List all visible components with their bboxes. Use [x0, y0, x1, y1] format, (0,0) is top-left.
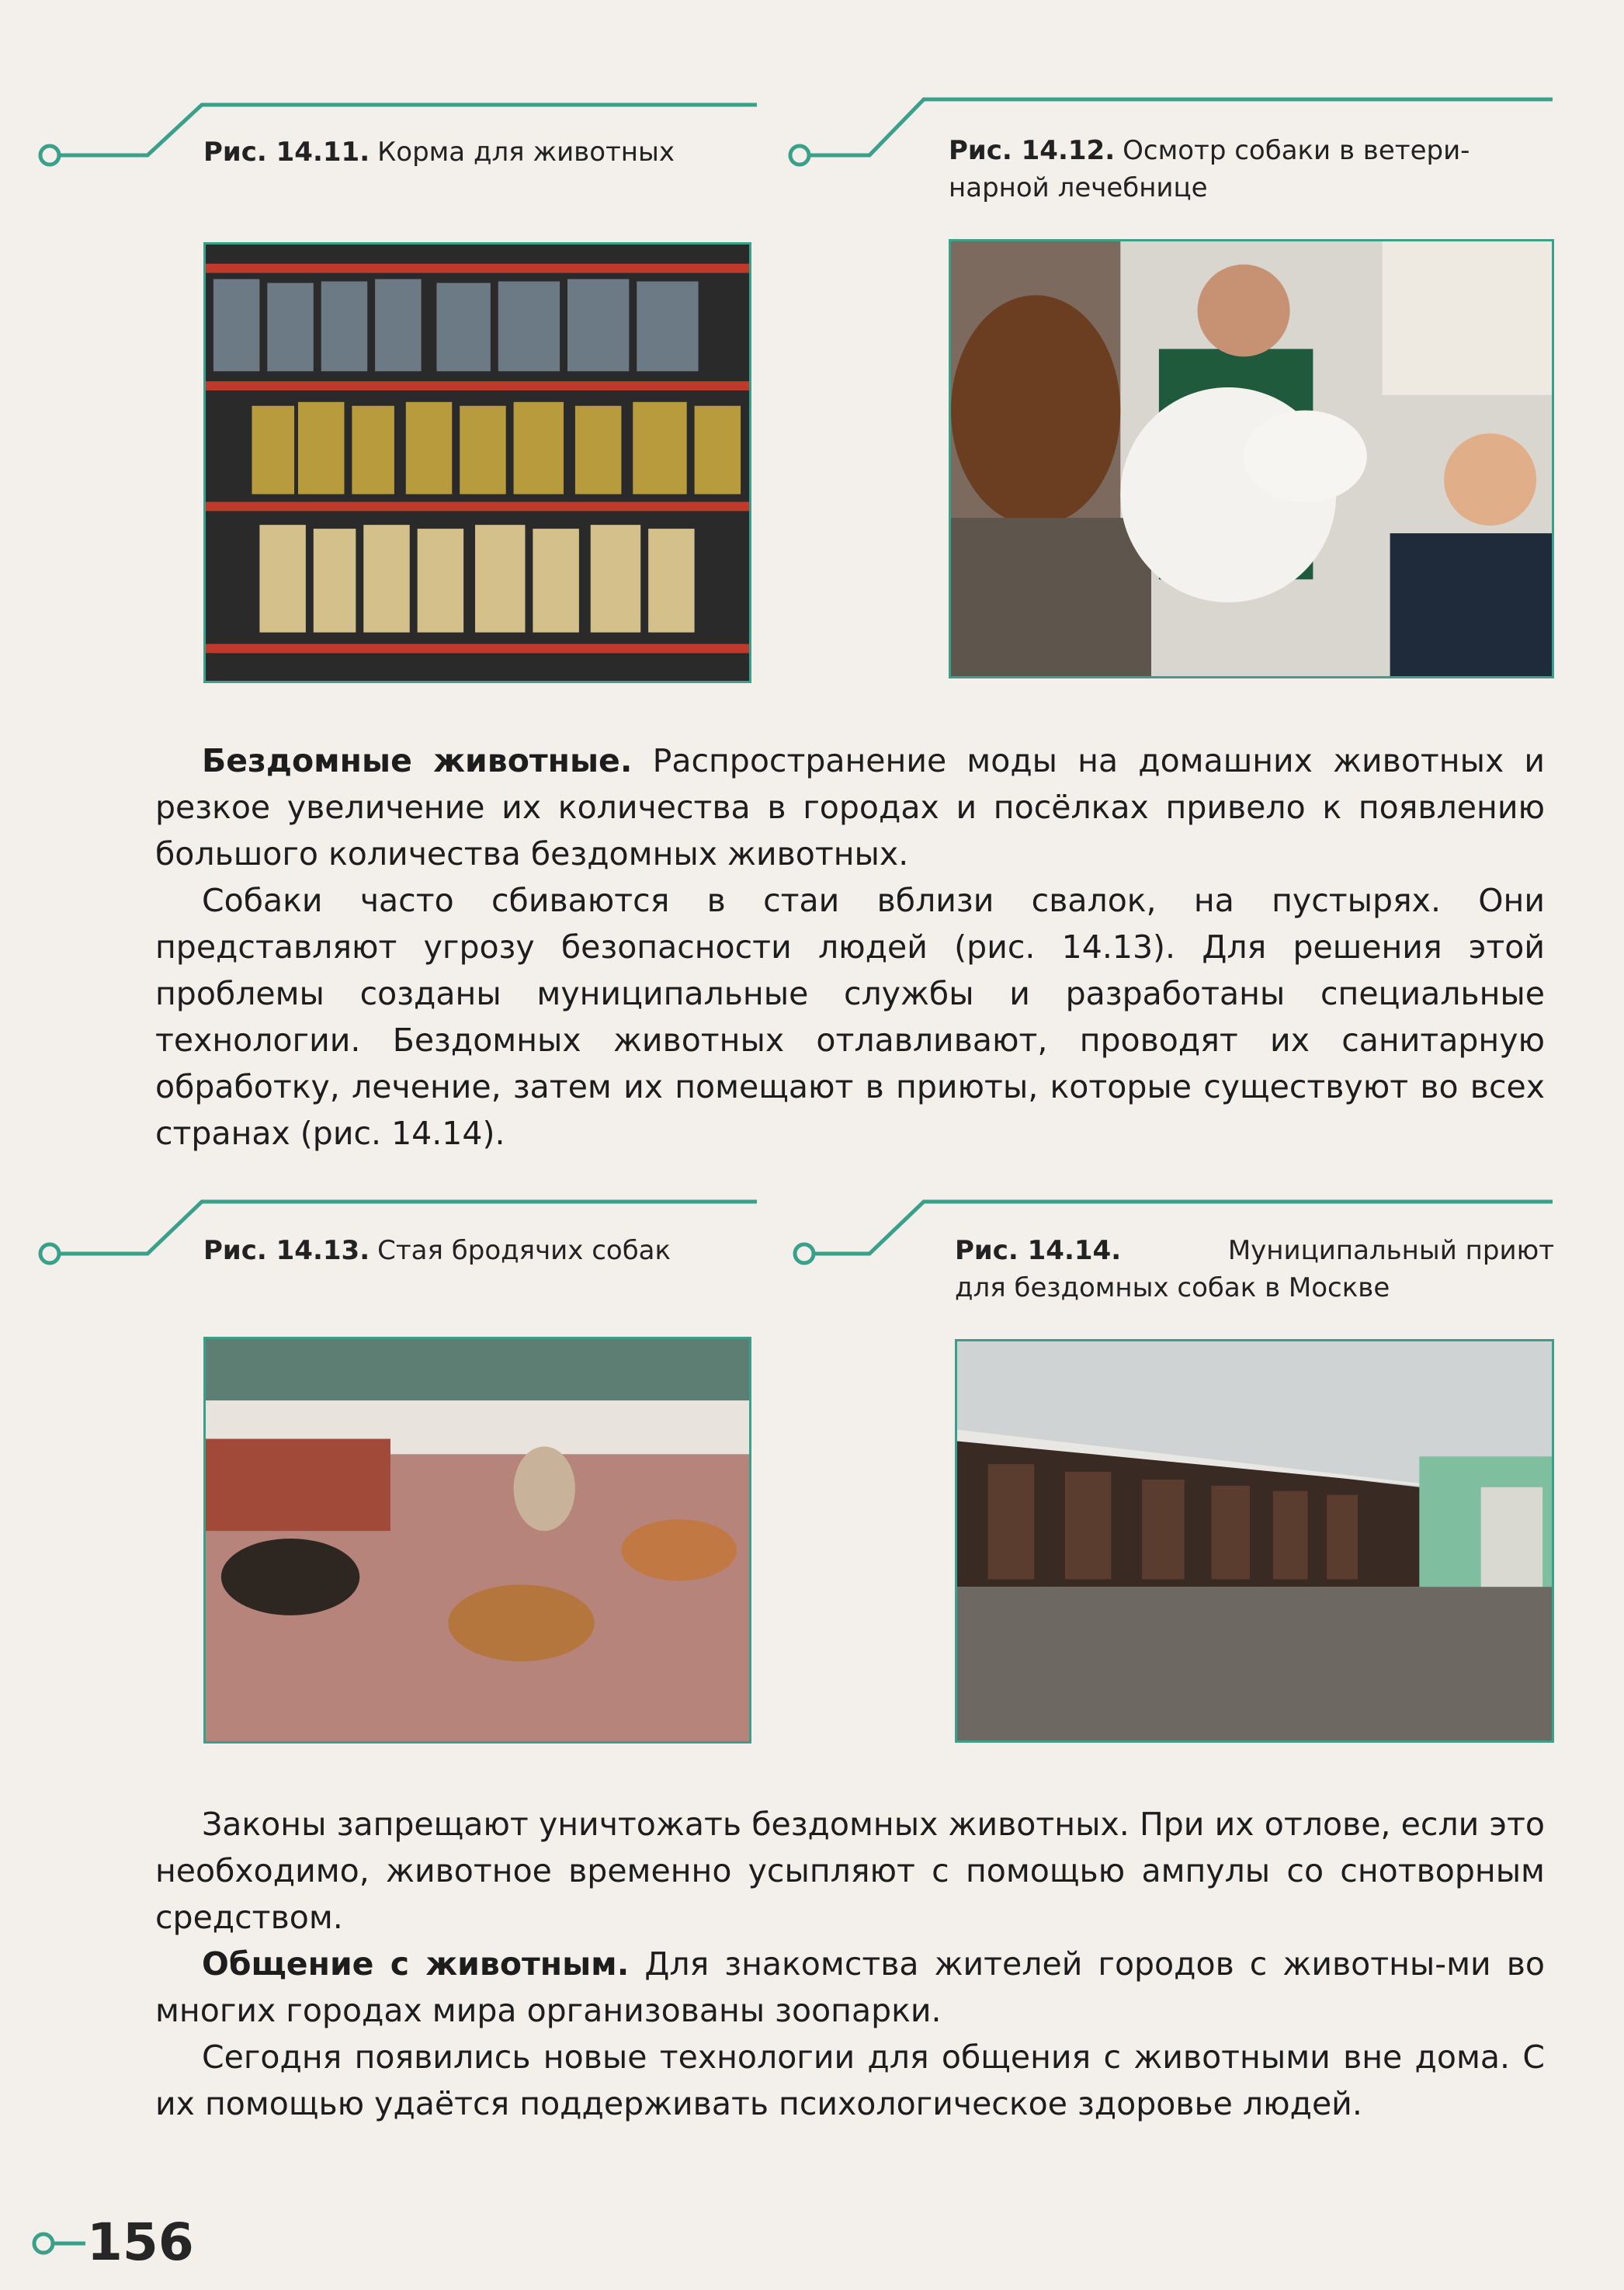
paragraph-stray-dogs: Собаки часто сбиваются в стаи вблизи свалок, на пустырях. Они представляют угрозу безопасности людей (рис. 14.13). Для решения этой проблемы созданы муниципальные службы и разработаны специальные технологии. Бездомных животных отлавливают, проводят их санитарную обработку, лечение, затем их помещают в приюты, которые существуют во всех странах (рис. 14.14).	[155, 882, 1545, 1152]
paragraph-communication	[155, 1941, 1545, 2034]
pet-food-shelves-image	[206, 245, 749, 681]
figure-caption-14-11	[203, 134, 675, 171]
figure-caption-line2: для бездомных собак в Москве	[955, 1272, 1390, 1303]
paragraph-text: Распространение моды на домашних животных и резкое увеличение их количества в городах и посёлках привело к появлению большого количества бездомных животных.	[155, 742, 1545, 873]
stray-dogs-image	[206, 1339, 749, 1741]
photo-municipal-shelter	[955, 1339, 1554, 1743]
paragraph-text: Для знакомства жителей городов с животны-ми во многих городах мира организованы зоопарки.	[155, 1945, 1545, 2029]
figure-caption-line1: Муниципальный приют	[1227, 1235, 1554, 1266]
figure-label: Рис. 14.13.	[203, 1235, 370, 1266]
connector-dot	[34, 2234, 53, 2253]
connector-dot	[40, 1244, 59, 1263]
figure-label: Рис. 14.12.	[949, 135, 1116, 166]
connector-dot	[795, 1244, 814, 1263]
connector-dot	[790, 146, 809, 165]
photo-pet-food-shelves	[203, 242, 751, 683]
page-number: 156	[87, 2212, 194, 2272]
figure-caption-line2: нарной лечебнице	[949, 172, 1208, 203]
photo-vet-examination	[949, 239, 1554, 678]
figure-caption-text: Корма для животных	[377, 137, 675, 168]
vet-examination-image	[951, 241, 1552, 676]
paragraph-laws: Законы запрещают уничтожать бездомных животных. При их отлове, если это необходимо, животное временно усыпляют с помощью ампулы со снотворным средством.	[155, 1806, 1545, 1936]
paragraph-new-technologies: Сегодня появились новые технологии для общения с животными вне дома. С их помощью удаётся поддерживать психологическое здоровье людей.	[155, 2038, 1545, 2122]
paragraph-heading: Бездомные животные.	[202, 742, 633, 779]
figure-caption-line1: Осмотр собаки в ветери-	[1123, 135, 1470, 166]
figure-caption-14-12	[949, 132, 1554, 206]
figure-caption-text: Стая бродячих собак	[377, 1235, 671, 1266]
figure-label: Рис. 14.14.	[955, 1235, 1122, 1266]
municipal-shelter-image	[957, 1341, 1552, 1740]
photo-stray-dogs	[203, 1337, 751, 1744]
figure-caption-14-14	[955, 1232, 1554, 1306]
figure-caption-14-13	[203, 1232, 671, 1269]
paragraph-homeless-animals	[155, 737, 1545, 877]
paragraph-heading: Общение с животным.	[202, 1945, 630, 1983]
connector-dot	[40, 146, 59, 165]
figure-label: Рис. 14.11.	[203, 137, 370, 168]
